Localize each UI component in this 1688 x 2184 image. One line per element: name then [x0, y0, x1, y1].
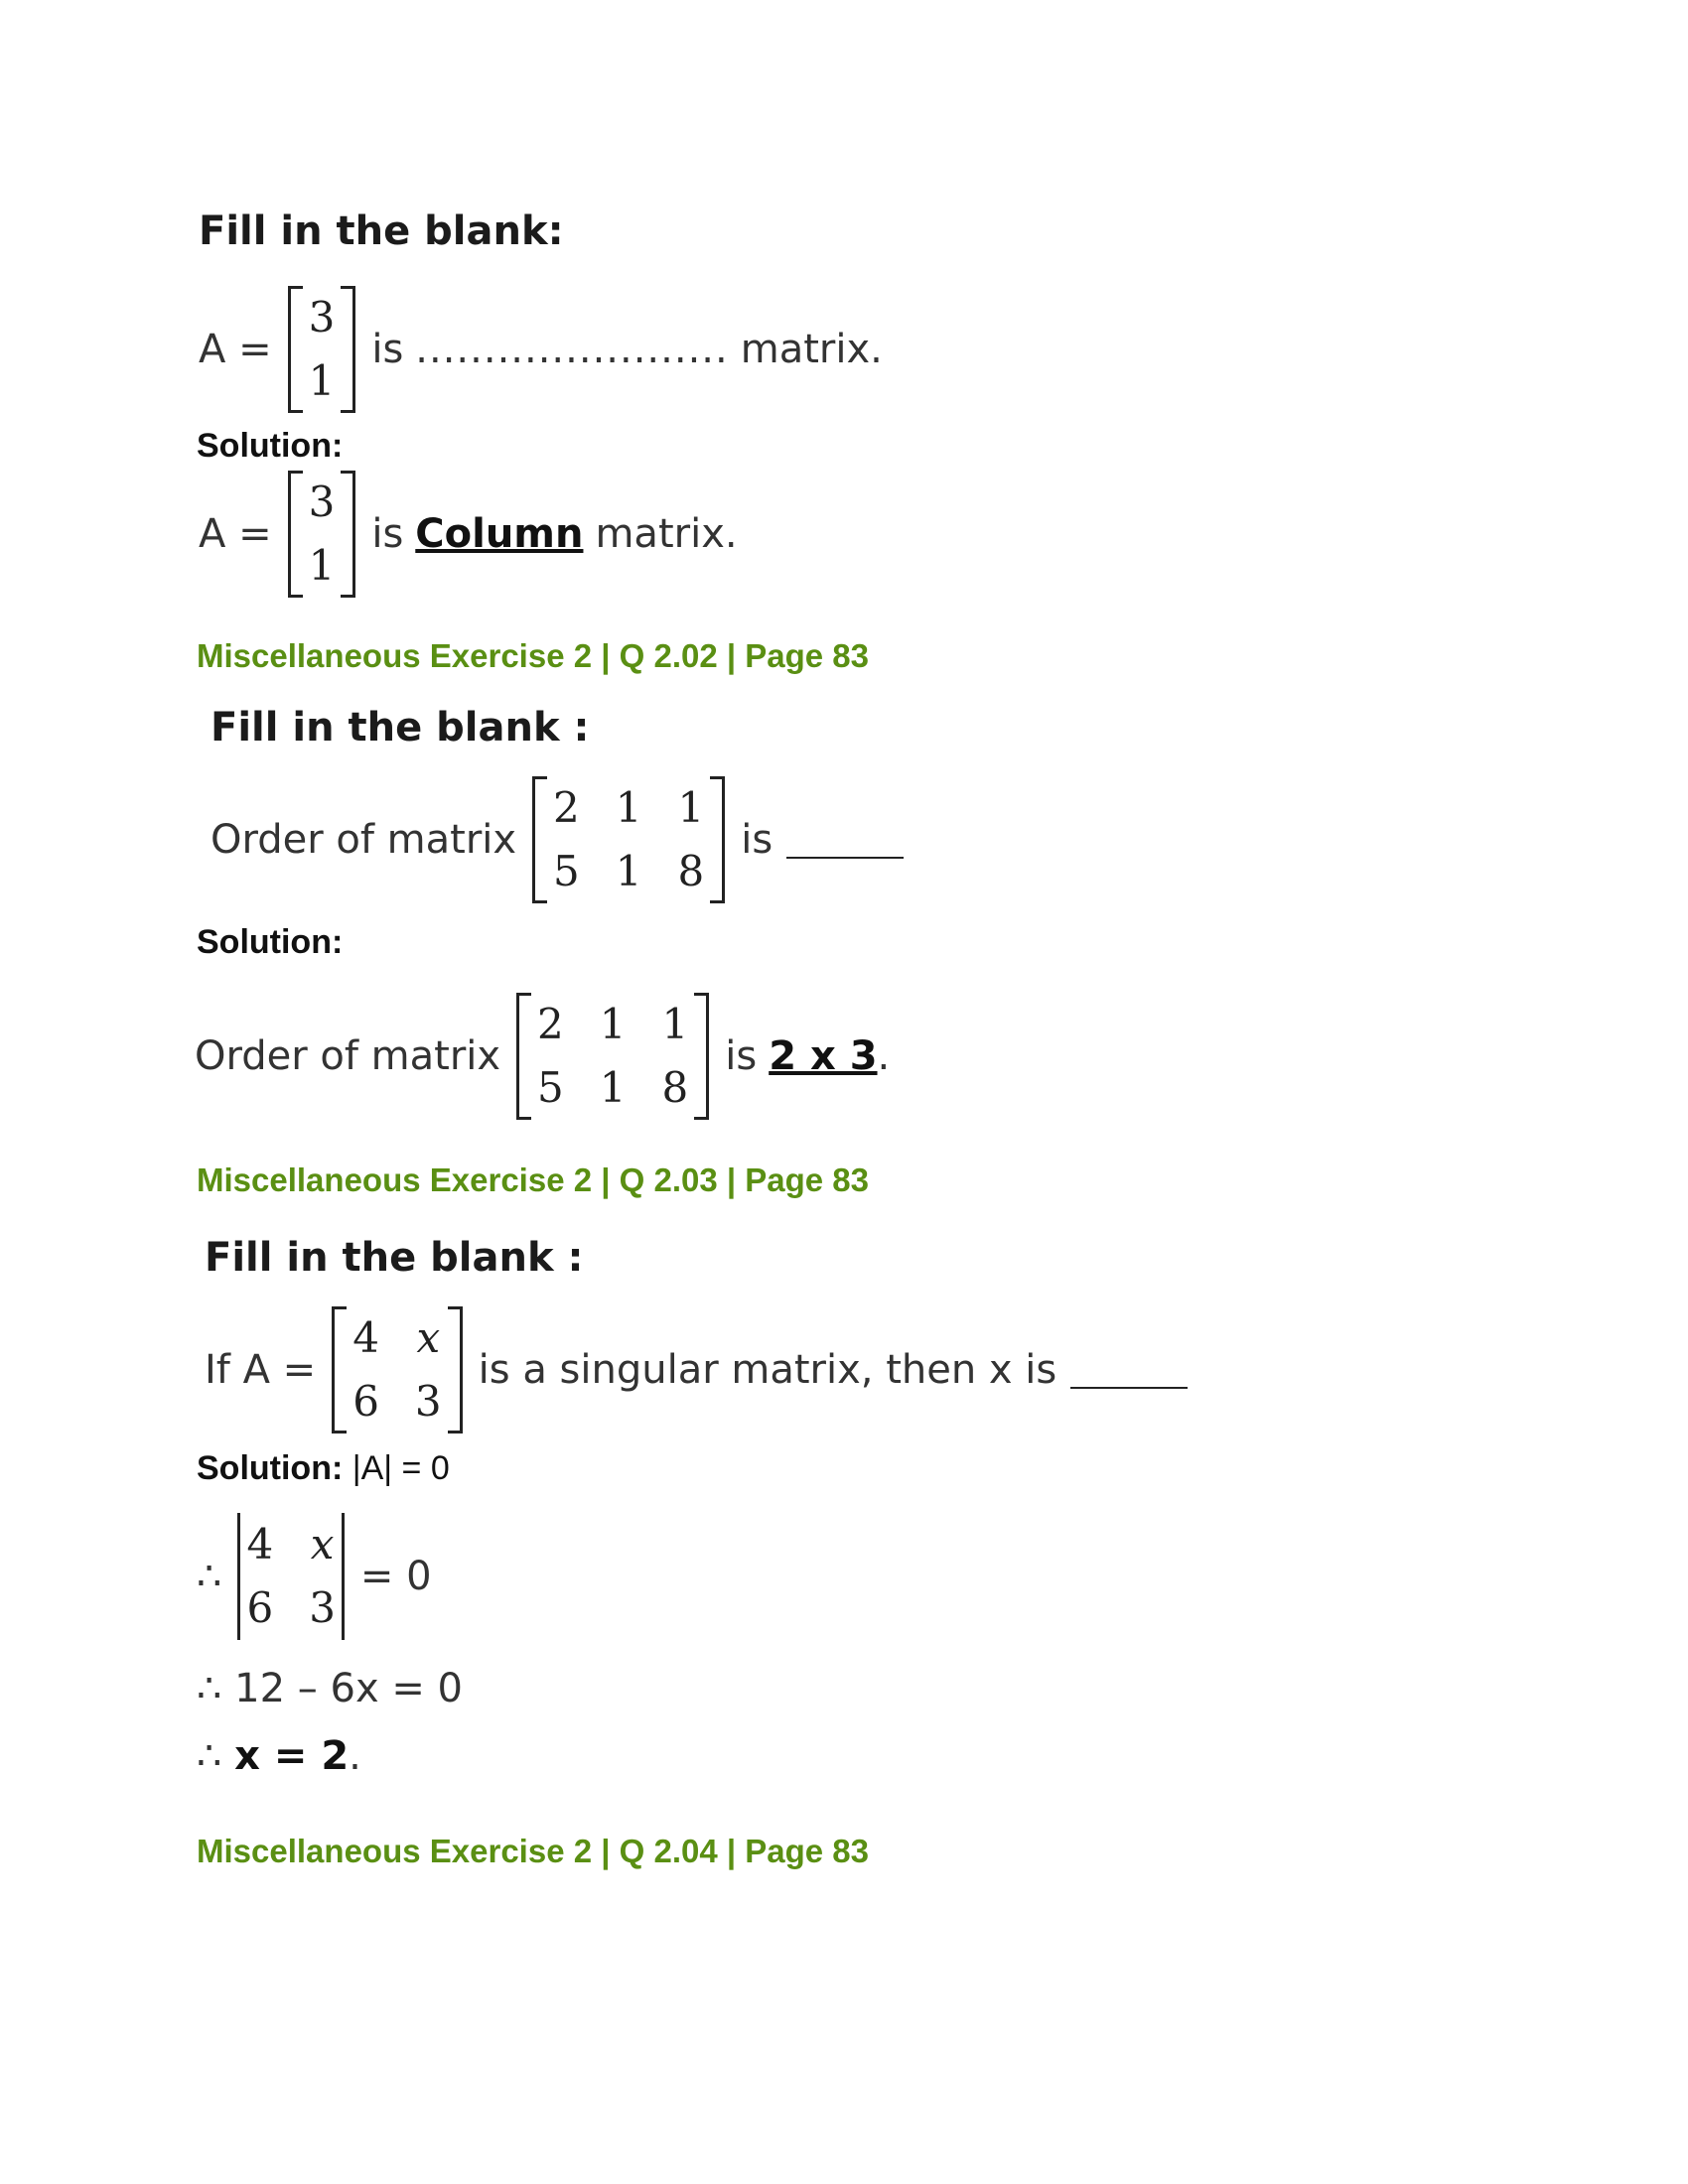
q3-det-eq: = 0	[359, 1554, 432, 1599]
q3-m-0-1: x	[416, 1313, 441, 1362]
q3-determinant-line	[197, 1513, 432, 1640]
q1-ans-mid: is	[371, 511, 404, 557]
q3-m-0-0: 4	[352, 1313, 379, 1362]
q1-mid: is	[371, 327, 404, 372]
q3-step1: ∴ 12 – 6x = 0	[197, 1666, 464, 1711]
q2-m-1-2: 8	[677, 847, 705, 895]
q1-m-1-0: 1	[308, 356, 336, 405]
q2-ans-mid: is	[725, 1033, 758, 1079]
q1-question	[199, 286, 883, 413]
q2-am-0-1: 1	[599, 1000, 627, 1048]
q1-matrix	[288, 286, 356, 413]
q3-m-1-1: 3	[414, 1377, 442, 1426]
q2-solution-label: Solution:	[197, 923, 344, 961]
q2-ans-suffix: .	[877, 1033, 891, 1079]
q3-d-0-0: 4	[246, 1520, 274, 1569]
q2-am-1-0: 5	[537, 1063, 564, 1112]
q2-m-0-2: 1	[677, 783, 705, 832]
q2-answer: 2 x 3	[769, 1033, 878, 1079]
exercise-ref-q2-02[interactable]: Miscellaneous Exercise 2 | Q 2.02 | Page 83	[197, 637, 870, 674]
q1-solution-label: Solution:	[197, 427, 344, 465]
q1-heading: Fill in the blank:	[199, 208, 564, 254]
q2-question	[211, 776, 904, 903]
q1-dots: .......................	[415, 327, 729, 372]
q1-answer-line	[199, 471, 738, 598]
q2-m-0-0: 2	[553, 783, 580, 832]
q3-solution-line	[197, 1449, 450, 1488]
q1-prefix: A =	[199, 327, 272, 372]
exercise-ref-q2-04[interactable]: Miscellaneous Exercise 2 | Q 2.04 | Page 83	[197, 1833, 870, 1869]
q1-ans-suffix: matrix.	[595, 511, 738, 557]
q1-m-0-0: 3	[308, 293, 336, 341]
q3-step2-answer: x = 2	[234, 1733, 350, 1779]
q3-step2	[197, 1733, 361, 1779]
q1-ans-matrix	[288, 471, 356, 598]
q2-ans-matrix	[516, 993, 709, 1120]
q3-step2-suffix: .	[349, 1733, 361, 1779]
q3-heading: Fill in the blank :	[205, 1235, 584, 1281]
q2-prefix: Order of matrix	[211, 817, 517, 863]
q2-am-1-2: 8	[661, 1063, 689, 1112]
q3-d-1-1: 3	[309, 1583, 336, 1632]
q2-matrix	[532, 776, 725, 903]
q1-suffix: matrix.	[740, 327, 883, 372]
q3-matrix	[332, 1306, 462, 1433]
q2-m-0-1: 1	[615, 783, 642, 832]
q2-heading: Fill in the blank :	[211, 705, 590, 751]
q3-step2-prefix: ∴	[197, 1733, 222, 1779]
q2-mid: is	[741, 817, 774, 863]
q2-m-1-0: 5	[553, 847, 580, 895]
q1-ans-prefix: A =	[199, 511, 272, 557]
q2-answer-line	[195, 993, 890, 1120]
exercise-ref-q2-03[interactable]: Miscellaneous Exercise 2 | Q 2.03 | Page 83	[197, 1161, 870, 1198]
q2-am-0-0: 2	[537, 1000, 564, 1048]
q3-d-1-0: 6	[246, 1583, 274, 1632]
q1-am-1-0: 1	[308, 541, 336, 590]
q3-blank	[1070, 1351, 1188, 1389]
q1-am-0-0: 3	[308, 478, 336, 526]
q3-solution-label: Solution:	[197, 1449, 344, 1487]
q2-m-1-1: 1	[615, 847, 642, 895]
q1-answer: Column	[415, 511, 584, 557]
q2-blank	[786, 821, 904, 859]
q3-prefix: If A =	[205, 1347, 317, 1393]
q3-mid: is a singular matrix, then x is	[478, 1347, 1057, 1393]
q3-determinant	[237, 1513, 344, 1640]
q3-m-1-0: 6	[352, 1377, 379, 1426]
q3-d-0-1: x	[310, 1520, 335, 1569]
q2-am-1-1: 1	[599, 1063, 627, 1112]
q3-therefore: ∴	[197, 1554, 222, 1599]
q2-am-0-2: 1	[661, 1000, 689, 1048]
q3-question	[205, 1306, 1188, 1433]
q3-solution-rest: |A| = 0	[352, 1449, 450, 1487]
q2-ans-prefix: Order of matrix	[195, 1033, 501, 1079]
